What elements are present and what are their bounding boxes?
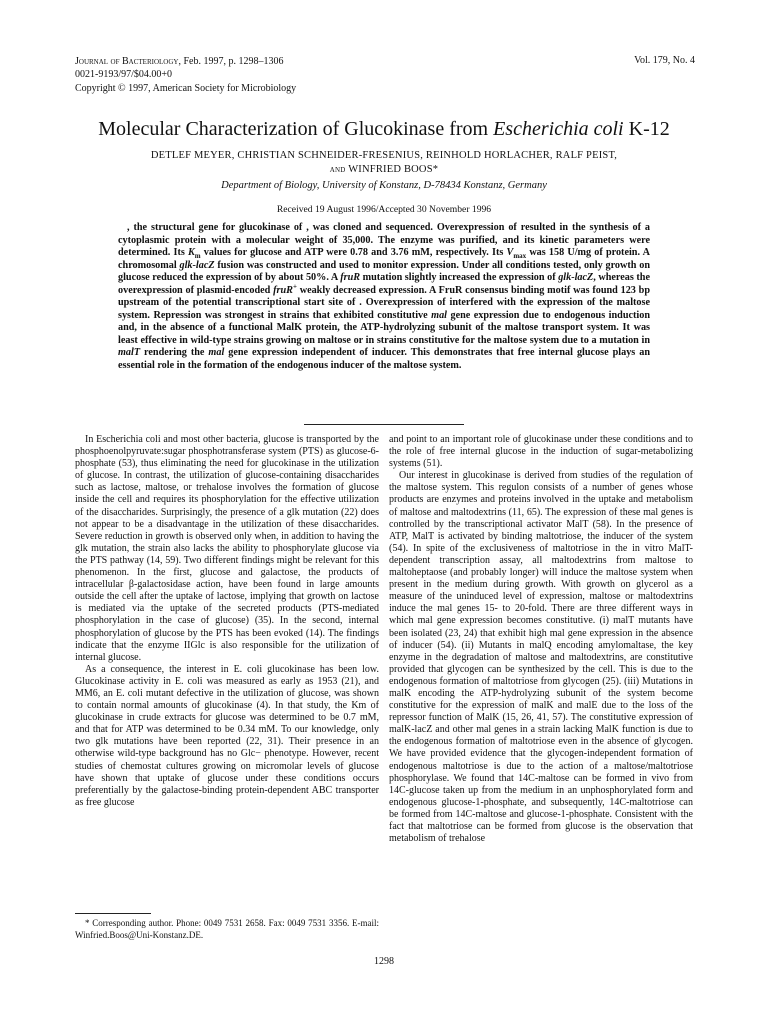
authors-line-2	[70, 163, 698, 177]
authors-conjunction: and	[329, 163, 346, 175]
volume-label: Vol. 179, No. 4	[634, 55, 695, 66]
paragraph: In Escherichia coli and most other bacteria, glucose is transported by the phosphoenolpyruvate:sugar phosphotransferase system (PTS) as glucose-6-phosphate (53), thus eliminating the need for glucokinase in the utilization of glucose. In contrast, the utilization of glucose-containing disaccharides such as lactose, maltose, or trehalose involves the formation of glucose inside the cell and requires its phosphorylation for the effective utilization of the disaccharides. Surprisingly, the presence of a glk mutation (22) does not appear to be a disadvantage in the utilization of these disaccharides. Severe reduction in growth is observed only when, in addition to having the glk mutation, the strain also lacks the ability to phosphorylate glucose via the PTS pathway (14, 59). Two different findings might be relevant for this phenomenon. In the first, glucose and galactose, the products of intracellular β-galactosidase action, have been found in large amounts outside the cell after the uptake of lactose, implying that growth on lactose is mediated via the uptake of the secreted products (PTS-mediated phosphorylation in the case of glucose) (35). In the second, internal phosphorylation of glucose by the PTS has been evoked (14). The findings indicate that the enzyme IIGlc is also responsible for the utilization of internal glucose.	[75, 434, 379, 663]
title-prefix: Molecular Characterization of Glucokinase from	[98, 118, 494, 140]
citation-line	[75, 55, 296, 68]
author-list	[70, 149, 698, 176]
title-organism: Escherichia coli	[493, 118, 624, 140]
paragraph: As a consequence, the interest in E. coli glucokinase has been low. Glucokinase activity in E. coli was measured as early as 1953 (21), and MM6, an E. coli mutant defective in the utilization of glucose, was shown to contain normal amounts of glucokinase (4). In that study, the Km of glucokinase in crude extracts for glucose was determined to be 0.7 mM, and that for ATP was determined to be 0.34 mM. To our knowledge, only two glk mutations have been reported (22, 31). Their presence in an otherwise wild-type background has no Glc− phenotype. However, recent studies of chemostat cultures growing on micromolar levels of glucose have shown that uptake of glucose under these conditions occurs preferentially by the galactose-binding protein-dependent ABC transporter as free glucose	[75, 663, 379, 808]
section-divider	[304, 424, 464, 425]
paragraph: Our interest in glucokinase is derived from studies of the regulation of the maltose system. This regulon consists of a number of genes whose products are enzymes and proteins involved in the uptake and metabolism of maltose and maltodextrins (11, 65). The expression of these mal genes is controlled by the transcriptional activator MalT (58). In the presence of ATP, MalT is activated by binding maltotriose, the inducer of the system (54). In spite of the exclusiveness of maltotriose in the in vitro MalT-dependent transcription assay, all maltodextrins from maltose to maltoheptaose (and probably longer) will induce the maltose system when present in the medium during growth. With growth on glycerol as a measure of the uninduced level of expression, maltose or maltodextrins induce the mal genes 15- to 20-fold. There are three different ways in which mal gene expression becomes constitutive. (i) malT mutants have been isolated (23, 24) that exhibit high mal gene expression in the absence of inducer (54). (ii) Mutants in malQ encoding amylomaltase, the key enzyme in the degradation of maltose and maltodextrins, are constitutive provided that glycogen can be synthesized by the cell. This is due to the endogenous formation of maltotriose from glycogen (25). (iii) Mutations in malK encoding the ATP-hydrolyzing subunit of the system become constitutive for the expression of malK and malE due to the loss of the repressor function of MalK (15, 26, 41, 57). The constitutive expression of malK-lacZ and other mal genes in a strain lacking MalK function is due to the endogenous formation of maltotriose even in the absence of glycogen. We have provided evidence that the glycogen-independent formation of endogenous maltotriose is due to the action of a maltose/maltotriose phosphorylase. We found that 14C-maltose can be formed in vivo from 14C-glucose taken up from the medium in an unphosphorylated form and endogenous glucose-1-phosphate, and subsequently, 14C-maltotriose can be formed from 14C-maltose and glucose-1-phosphate. Consistent with the fact that maltotriose can be formed from glucose is the observation that metabolism of trehalose	[389, 470, 693, 845]
journal-name: Journal of Bacteriology	[75, 56, 179, 67]
abstract	[118, 222, 650, 372]
page-number: 1298	[374, 956, 394, 967]
issue-date: , Feb. 1997, p. 1298–1306	[178, 56, 284, 67]
issn-line: 0021-9193/97/$04.00+0	[75, 69, 173, 81]
footnote-divider	[75, 913, 151, 914]
body-column-right	[389, 434, 693, 845]
received-dates: Received 19 August 1996/Accepted 30 November 1996	[276, 204, 492, 215]
abstract-text: , the structural gene for glucokinase of , was cloned and sequenced. Overexpression of resulted in the synthesis of a cytoplasmic protein with a molecular weight of 35,000. The enzyme was purified, and its kinetic parameters were determined. Its $K_m$ values for glucose and ATP were 0.78 and 3.76 mM, respectively. Its $V_{max}$ was 158 U/mg of protein. A chromosomal glk-lacZ fusion was constructed and used to monitor expression. Under all conditions tested, only growth on glucose reduced the expression of by about 50%. A fruR mutation slightly increased the expression of glk-lacZ, whereas the overexpression of plasmid-encoded fruR+ weakly decreased expression. A FruR consensus binding motif was found 123 bp upstream of the potential transcriptional start site of . Overexpression of interfered with the expression of the maltose system. Repression was strongest in strains that exhibited constitutive mal gene expression due to endogenous induction and, in the absence of a functional MalK protein, the ATP-hydrolyzing subunit of the maltose transport system. It was least effective in wild-type strains growing on maltose or in strains constitutive for the maltose system due to a mutation in malT rendering the mal gene expression independent of inducer. This demonstrates that free internal glucose plays an essential role in the formation of the endogenous inducer of the maltose system.	[118, 222, 651, 371]
body-column-left	[75, 434, 379, 809]
last-author: WINFRIED BOOS*	[348, 163, 439, 175]
copyright-line: Copyright © 1997, American Society for Microbiology	[75, 82, 297, 94]
article-title	[40, 117, 728, 142]
corresponding-author-footnote: * Corresponding author. Phone: 0049 7531 2658. Fax: 0049 7531 3356. E-mail: Winfried.Boos@Uni-Konstanz.DE.	[75, 918, 379, 940]
title-suffix: K-12	[623, 118, 670, 140]
paragraph: and point to an important role of glucokinase under these conditions and to the role of free internal glucose in the induction of sugar-metabolizing systems (51).	[389, 434, 693, 470]
affiliation: Department of Biology, University of Konstanz, D-78434 Konstanz, Germany	[221, 180, 547, 191]
journal-header	[75, 55, 296, 95]
authors-line-1: DETLEF MEYER, CHRISTIAN SCHNEIDER-FRESENIUS, REINHOLD HORLACHER, RALF PEIST,	[150, 150, 618, 161]
